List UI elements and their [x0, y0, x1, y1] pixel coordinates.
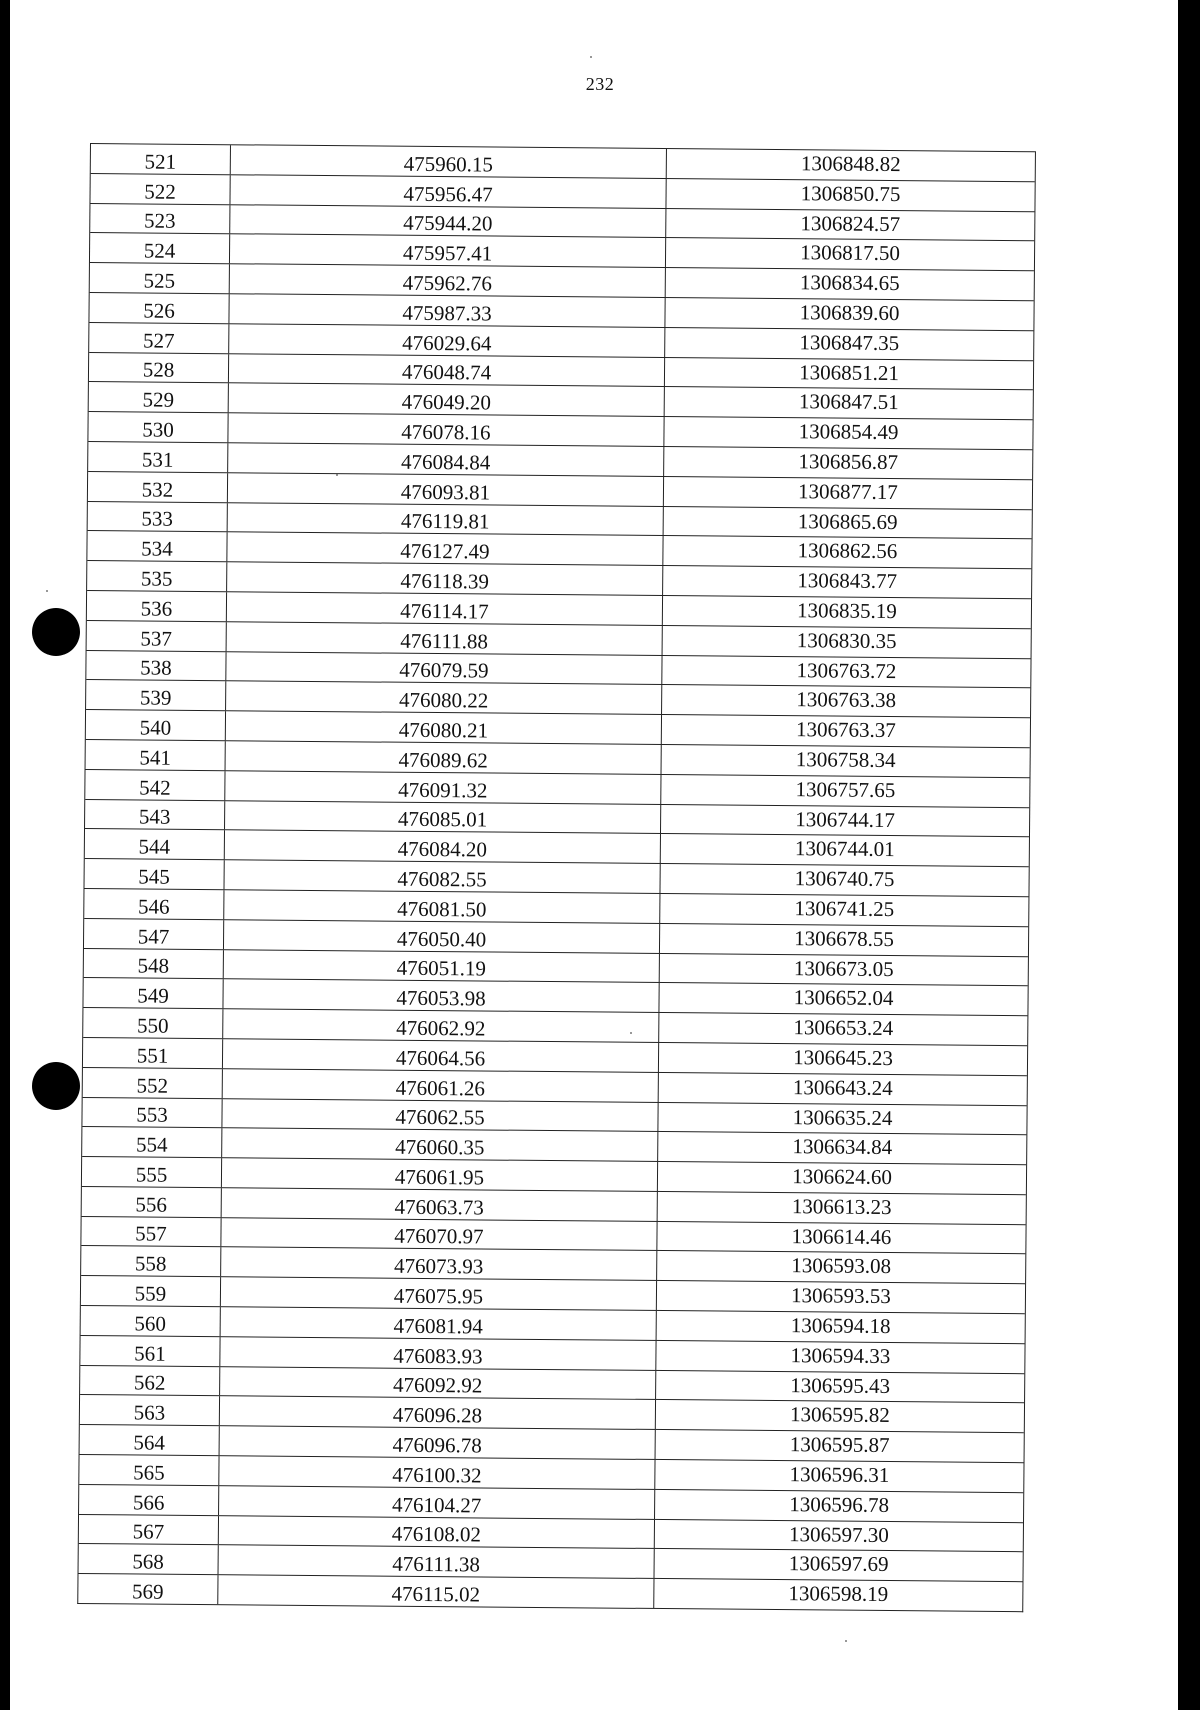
- y-coordinate-cell: 1306673.05: [793, 955, 894, 981]
- y-coordinate-cell: 1306744.17: [795, 806, 896, 832]
- point-id-cell: 564: [80, 1425, 220, 1455]
- point-id-cell: 538: [86, 651, 226, 681]
- y-coordinate-cell: 1306847.51: [798, 389, 899, 415]
- x-coordinate-cell: 476061.95: [222, 1158, 658, 1191]
- point-id-cell: 550: [83, 1008, 223, 1038]
- y-coordinate-cell: 1306839.60: [799, 300, 900, 326]
- y-coordinate-cell: 1306862.56: [797, 538, 898, 564]
- x-coordinate-cell: 476029.64: [229, 324, 665, 357]
- x-coordinate-cell: 476081.50: [224, 890, 660, 923]
- y-coordinate-cell: 1306634.84: [792, 1134, 893, 1160]
- y-coordinate-cell: 1306653.24: [793, 1015, 894, 1041]
- point-id-cell: 553: [82, 1097, 222, 1127]
- scan-speck: [590, 56, 592, 58]
- point-id-cell: 557: [81, 1217, 221, 1247]
- point-id-cell: 522: [90, 174, 230, 204]
- x-coordinate-cell: 476091.32: [225, 771, 661, 804]
- x-coordinate-cell: 476048.74: [229, 354, 665, 387]
- coordinate-table: [77, 143, 1036, 1612]
- y-coordinate-cell: 1306835.19: [796, 598, 897, 624]
- y-coordinate-cell: 1306843.77: [797, 568, 898, 594]
- x-coordinate-cell: 476114.17: [227, 592, 663, 625]
- y-coordinate-cell: 1306848.82: [800, 151, 901, 177]
- y-coordinate-cell: 1306594.33: [790, 1343, 891, 1368]
- y-coordinate-cell: 1306817.50: [800, 240, 901, 266]
- point-id-cell: 525: [90, 263, 230, 293]
- x-coordinate-cell: 476080.21: [226, 711, 662, 744]
- point-id-cell: 565: [79, 1455, 219, 1485]
- y-coordinate-cell: 1306834.65: [799, 270, 900, 296]
- x-coordinate-cell: 476089.62: [226, 741, 662, 774]
- point-id-cell: 534: [87, 531, 227, 561]
- point-id-cell: 524: [90, 233, 230, 263]
- point-id-cell: 539: [86, 680, 226, 710]
- x-coordinate-cell: 476063.73: [222, 1188, 658, 1221]
- point-id-cell: 568: [79, 1544, 219, 1574]
- y-coordinate-cell: 1306877.17: [798, 478, 898, 504]
- point-id-cell: 563: [80, 1395, 220, 1425]
- y-coordinate-cell: 1306597.30: [788, 1521, 889, 1547]
- x-coordinate-cell: 476111.38: [219, 1546, 655, 1579]
- y-coordinate-cell: 1306851.21: [799, 359, 900, 385]
- x-coordinate-cell: 475957.41: [230, 235, 666, 268]
- y-coordinate-cell: 1306614.46: [791, 1223, 892, 1249]
- y-coordinate-cell: 1306824.57: [800, 210, 901, 236]
- y-coordinate-cell: 1306598.19: [788, 1581, 889, 1607]
- y-coordinate-cell: 1306597.69: [788, 1551, 889, 1577]
- y-coordinate-cell: 1306624.60: [792, 1164, 892, 1190]
- point-id-cell: 562: [80, 1366, 220, 1396]
- point-id-cell: 521: [91, 144, 231, 174]
- point-id-cell: 551: [83, 1038, 223, 1068]
- point-id-cell: 561: [80, 1336, 220, 1366]
- y-coordinate-cell: 1306635.24: [792, 1104, 893, 1130]
- x-coordinate-cell: 476093.81: [228, 473, 664, 506]
- y-coordinate-cell: 1306758.34: [795, 747, 896, 772]
- point-id-cell: 528: [89, 353, 229, 383]
- point-id-cell: 559: [81, 1276, 221, 1306]
- y-coordinate-cell: 1306741.25: [794, 896, 895, 921]
- point-id-cell: 558: [81, 1246, 221, 1276]
- point-id-cell: 536: [87, 591, 227, 621]
- y-coordinate-cell: 1306643.24: [792, 1074, 893, 1100]
- x-coordinate-cell: 476096.28: [220, 1397, 656, 1430]
- x-coordinate-cell: 476079.59: [226, 652, 662, 685]
- point-id-cell: 530: [88, 412, 228, 442]
- point-id-cell: 544: [85, 829, 225, 859]
- point-id-cell: 545: [84, 859, 224, 889]
- point-id-cell: 556: [82, 1187, 222, 1217]
- punch-hole: [32, 1062, 80, 1110]
- x-coordinate-cell: 476080.22: [226, 682, 662, 715]
- y-coordinate-cell: 1306744.01: [794, 836, 895, 862]
- x-coordinate-cell: 476084.84: [228, 443, 664, 476]
- y-coordinate-cell: 1306593.08: [791, 1253, 892, 1279]
- y-coordinate-cell: 1306678.55: [794, 925, 895, 951]
- x-coordinate-cell: 476070.97: [221, 1218, 657, 1251]
- point-id-cell: 542: [85, 770, 225, 800]
- point-id-cell: 555: [82, 1157, 222, 1187]
- x-coordinate-cell: 476085.01: [225, 801, 661, 834]
- point-id-cell: 527: [89, 323, 229, 353]
- x-coordinate-cell: 476119.81: [228, 503, 664, 536]
- scan-speck: [46, 590, 48, 592]
- y-coordinate-cell: 1306847.35: [799, 329, 900, 355]
- point-id-cell: 567: [79, 1515, 219, 1545]
- y-coordinate-cell: 1306854.49: [798, 419, 899, 445]
- point-id-cell: 546: [84, 889, 224, 919]
- x-coordinate-cell: 476108.02: [219, 1516, 655, 1549]
- x-coordinate-cell: 476073.93: [221, 1248, 657, 1281]
- point-id-cell: 566: [79, 1485, 219, 1515]
- x-coordinate-cell: 476061.26: [223, 1069, 659, 1102]
- x-coordinate-cell: 476115.02: [218, 1575, 654, 1608]
- scan-speck: [845, 1640, 847, 1642]
- y-coordinate-cell: 1306594.18: [790, 1313, 891, 1339]
- x-coordinate-cell: 475960.15: [231, 145, 667, 178]
- y-coordinate-cell: 1306830.35: [796, 627, 897, 653]
- x-coordinate-cell: 476051.19: [224, 950, 660, 983]
- point-id-cell: 541: [86, 740, 226, 770]
- y-coordinate-cell: 1306596.31: [789, 1462, 890, 1488]
- x-coordinate-cell: 476083.93: [220, 1337, 656, 1370]
- point-id-cell: 543: [85, 800, 225, 830]
- x-coordinate-cell: 476111.88: [227, 622, 663, 655]
- x-coordinate-cell: 476084.20: [225, 831, 661, 864]
- y-coordinate-cell: 1306652.04: [793, 985, 894, 1011]
- x-coordinate-cell: 476118.39: [227, 562, 663, 595]
- point-id-cell: 526: [89, 293, 229, 323]
- y-coordinate-cell: 1306740.75: [794, 866, 895, 892]
- x-coordinate-cell: 475987.33: [229, 294, 665, 327]
- point-id-cell: 552: [83, 1068, 223, 1098]
- y-coordinate-cell: 1306595.87: [789, 1432, 890, 1458]
- point-id-cell: 532: [88, 472, 228, 502]
- x-coordinate-cell: 476104.27: [219, 1486, 655, 1519]
- x-coordinate-cell: 476049.20: [229, 384, 665, 417]
- point-id-cell: 540: [86, 710, 226, 740]
- x-coordinate-cell: 476053.98: [223, 980, 659, 1013]
- point-id-cell: 548: [84, 948, 224, 978]
- point-id-cell: 554: [82, 1127, 222, 1157]
- x-coordinate-cell: 476100.32: [219, 1456, 655, 1489]
- x-coordinate-cell: 476060.35: [222, 1128, 658, 1161]
- point-id-cell: 531: [88, 442, 228, 472]
- y-coordinate-cell: 1306856.87: [798, 449, 899, 475]
- x-coordinate-cell: 476127.49: [227, 533, 663, 566]
- point-id-cell: 535: [87, 561, 227, 591]
- y-coordinate-cell: 1306850.75: [800, 181, 901, 206]
- y-coordinate-cell: 1306613.23: [791, 1194, 892, 1219]
- x-coordinate-cell: 476050.40: [224, 920, 660, 953]
- y-coordinate-cell: 1306763.72: [796, 657, 897, 683]
- page-number: 232: [585, 74, 615, 94]
- y-coordinate-cell: 1306763.37: [795, 717, 896, 743]
- x-coordinate-cell: 476092.92: [220, 1367, 656, 1400]
- point-id-cell: 523: [90, 204, 230, 234]
- x-coordinate-cell: 476081.94: [221, 1307, 657, 1340]
- point-id-cell: 547: [84, 919, 224, 949]
- point-id-cell: 549: [83, 978, 223, 1008]
- x-coordinate-cell: 476062.92: [223, 1009, 659, 1042]
- y-coordinate-cell: 1306595.82: [789, 1402, 890, 1428]
- y-coordinate-cell: 1306757.65: [795, 776, 896, 802]
- x-coordinate-cell: 475944.20: [230, 205, 666, 238]
- y-coordinate-cell: 1306595.43: [790, 1372, 891, 1398]
- x-coordinate-cell: 476082.55: [224, 860, 660, 893]
- point-id-cell: 529: [89, 382, 229, 412]
- y-coordinate-cell: 1306763.38: [796, 687, 897, 713]
- x-coordinate-cell: 475956.47: [230, 175, 666, 208]
- x-coordinate-cell: 476064.56: [223, 1039, 659, 1072]
- x-coordinate-cell: 476075.95: [221, 1277, 657, 1310]
- y-coordinate-cell: 1306645.23: [793, 1045, 894, 1070]
- punch-hole: [32, 608, 80, 656]
- point-id-cell: 533: [88, 502, 228, 532]
- y-coordinate-cell: 1306865.69: [797, 508, 898, 534]
- x-coordinate-cell: 476062.55: [222, 1099, 658, 1132]
- x-coordinate-cell: 475962.76: [230, 264, 666, 297]
- y-coordinate-cell: 1306596.78: [789, 1492, 890, 1517]
- x-coordinate-cell: 476096.78: [220, 1426, 656, 1459]
- point-id-cell: 537: [87, 621, 227, 651]
- point-id-cell: 569: [78, 1574, 218, 1604]
- y-coordinate-cell: 1306593.53: [790, 1283, 891, 1309]
- x-coordinate-cell: 476078.16: [228, 413, 664, 446]
- point-id-cell: 560: [81, 1306, 221, 1336]
